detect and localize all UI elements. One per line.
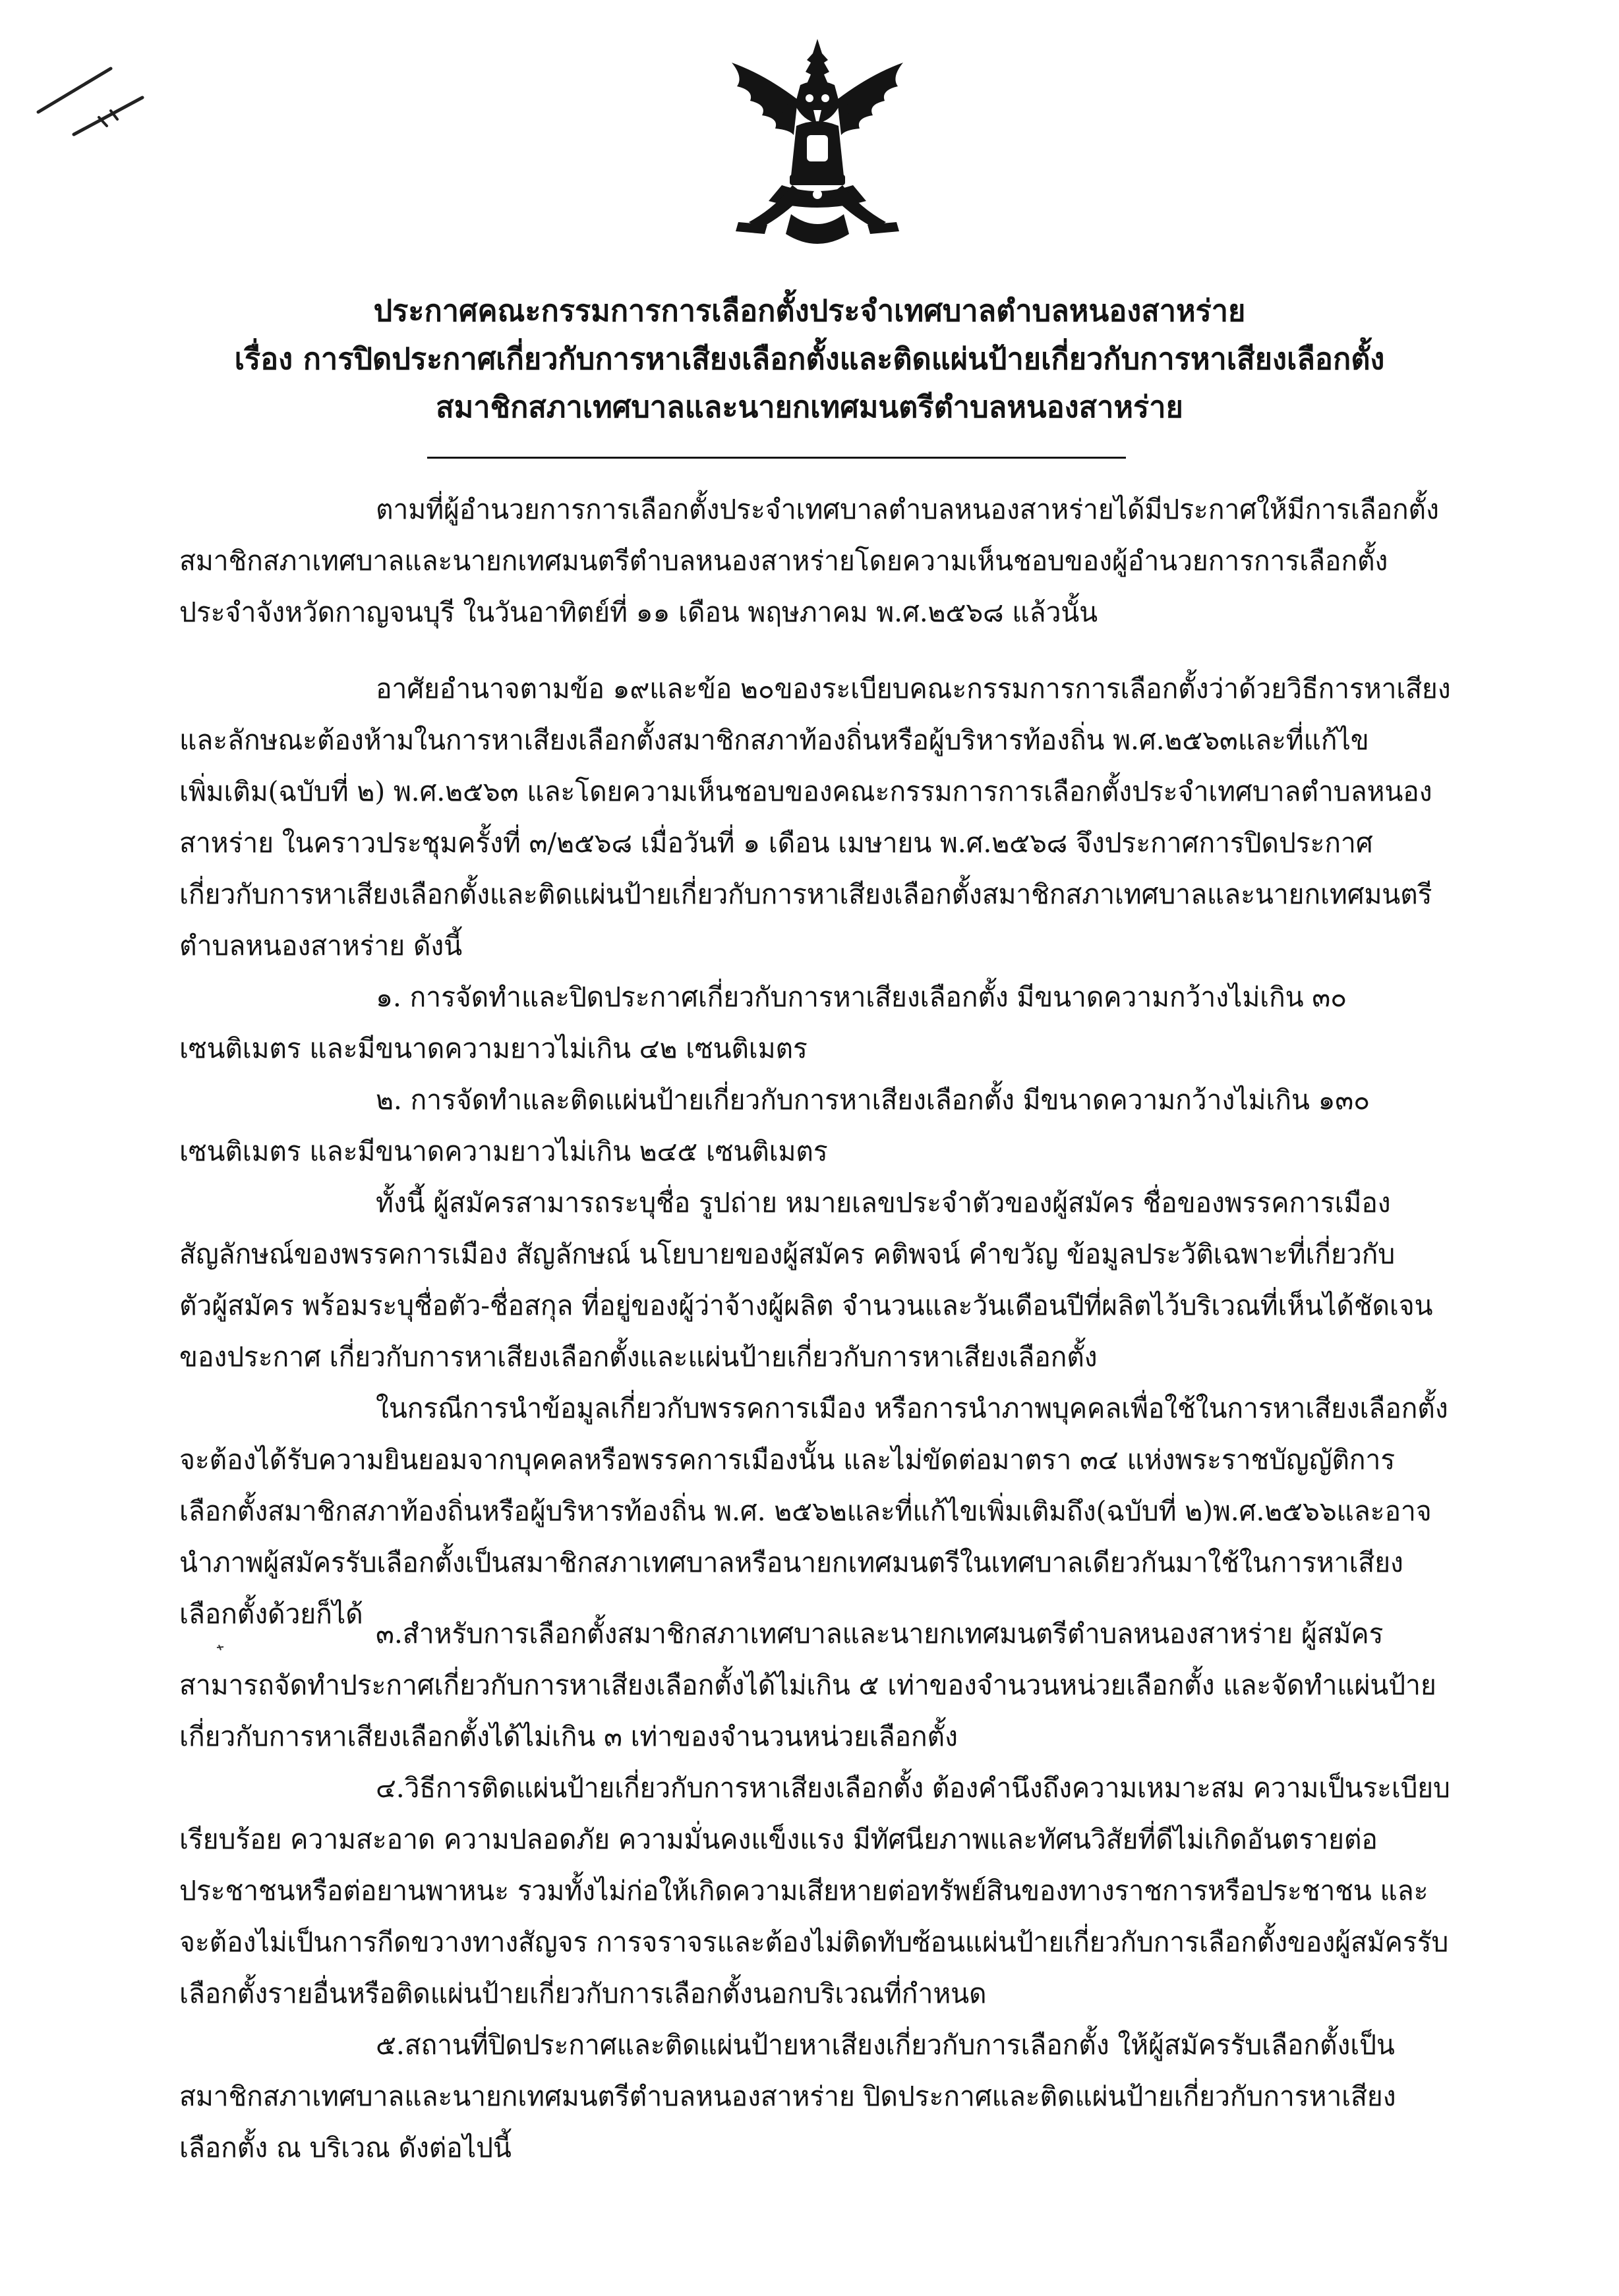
paragraph-line: สมาชิกสภาเทศบาลและนายกเทศมนตรีตำบลหนองสาหร่ายโดยความเห็นชอบของผู้อำนวยการการเลือกตั้ง xyxy=(179,545,1388,577)
paragraph-line: เลือกตั้งด้วยก็ได้ xyxy=(179,1598,363,1630)
announcement-subject-continued: สมาชิกสภาเทศบาลและนายกเทศมนตรีตำบลหนองสาหร่าย xyxy=(436,389,1183,424)
paragraph-line: จะต้องได้รับความยินยอมจากบุคคลหรือพรรคการเมืองนั้น และไม่ขัดต่อมาตรา ๓๔ แห่งพระราชบัญญัติการ xyxy=(179,1444,1396,1476)
clause-1-line: เซนติเมตร และมีขนาดความยาวไม่เกิน ๔๒ เซนติเมตร xyxy=(179,1033,808,1064)
clause-3-line: เกี่ยวกับการหาเสียงเลือกตั้งได้ไม่เกิน ๓ เท่าของจำนวนหน่วยเลือกตั้ง xyxy=(179,1721,958,1752)
clause-5-line: ๕.สถานที่ปิดประกาศและติดแผ่นป้ายหาเสียงเกี่ยวกับการเลือกตั้ง ให้ผู้สมัครรับเลือกตั้งเป็น xyxy=(376,2029,1395,2061)
paragraph-line: เลือกตั้งสมาชิกสภาท้องถิ่นหรือผู้บริหารท้องถิ่น พ.ศ. ๒๕๖๒และที่แก้ไขเพิ่มเติมถึง(ฉบับที่ ๒)พ.ศ.๒๕๖๖และอาจ xyxy=(179,1495,1432,1527)
paragraph-line: ในกรณีการนำข้อมูลเกี่ยวกับพรรคการเมือง หรือการนำภาพบุคคลเพื่อใช้ในการหาเสียงเลือกตั้ง xyxy=(376,1392,1448,1424)
clause-1-line: ๑. การจัดทำและปิดประกาศเกี่ยวกับการหาเสียงเลือกตั้ง มีขนาดความกว้างไม่เกิน ๓๐ xyxy=(376,981,1347,1013)
paragraph-line: เพิ่มเติม(ฉบับที่ ๒) พ.ศ.๒๕๖๓ และโดยความเห็นชอบของคณะกรรมการการเลือกตั้งประจำเทศบาลตำบลหนอง xyxy=(179,776,1432,807)
clause-4-line: ประชาชนหรือต่อยานพาหนะ รวมทั้งไม่ก่อให้เกิดความเสียหายต่อทรัพย์สินของทางราชการหรือประชาชน และ xyxy=(179,1875,1428,1907)
paragraph-line: ตามที่ผู้อำนวยการการเลือกตั้งประจำเทศบาลตำบลหนองสาหร่ายได้มีประกาศให้มีการเลือกตั้ง xyxy=(376,494,1439,525)
paragraph-line: ประจำจังหวัดกาญจนบุรี ในวันอาทิตย์ที่ ๑๑ เดือน พฤษภาคม พ.ศ.๒๕๖๘ แล้วนั้น xyxy=(179,596,1098,628)
garuda-emblem-icon xyxy=(719,36,916,257)
paragraph-line: สัญลักษณ์ของพรรคการเมือง สัญลักษณ์ นโยบายของผู้สมัคร คติพจน์ คำขวัญ ข้อมูลประวัติเฉพาะที่เกี่ยวกับ xyxy=(179,1238,1396,1270)
paragraph-line: ของประกาศ เกี่ยวกับการหาเสียงเลือกตั้งและแผ่นป้ายเกี่ยวกับการหาเสียงเลือกตั้ง xyxy=(179,1341,1098,1373)
paragraph-line: ตัวผู้สมัคร พร้อมระบุชื่อตัว-ชื่อสกุล ที่อยู่ของผู้ว่าจ้างผู้ผลิต จำนวนและวันเดือนปีที่ผลิตไว้บริเวณที่เห็นได้ชัดเจน xyxy=(179,1290,1433,1321)
paragraph-line: เกี่ยวกับการหาเสียงเลือกตั้งและติดแผ่นป้ายเกี่ยวกับการหาเสียงเลือกตั้งสมาชิกสภาเทศบาลและนายกเทศมนตรี xyxy=(179,878,1432,910)
clause-4-line: จะต้องไม่เป็นการกีดขวางทางสัญจร การจราจรและต้องไม่ติดทับซ้อนแผ่นป้ายเกี่ยวกับการเลือกตั้งของผู้สมัครรับ xyxy=(179,1926,1449,1958)
paragraph-line: ตำบลหนองสาหร่าย ดังนี้ xyxy=(179,930,462,961)
paragraph-line: อาศัยอำนาจตามข้อ ๑๙และข้อ ๒๐ของระเบียบคณะกรรมการการเลือกตั้งว่าด้วยวิธีการหาเสียง xyxy=(376,673,1451,704)
clause-5-line: เลือกตั้ง ณ บริเวณ ดังต่อไปนี้ xyxy=(179,2132,512,2164)
clause-4-line: ๔.วิธีการติดแผ่นป้ายเกี่ยวกับการหาเสียงเลือกตั้ง ต้องคำนึงถึงความเหมาะสม ความเป็นระเบียบ xyxy=(376,1772,1450,1804)
paragraph-line: สาหร่าย ในคราวประชุมครั้งที่ ๓/๒๕๖๘ เมื่อวันที่ ๑ เดือน เมษายน พ.ศ.๒๕๖๘ จึงประกาศการปิดประกาศ xyxy=(179,827,1373,859)
clause-5-line: สมาชิกสภาเทศบาลและนายกเทศมนตรีตำบลหนองสาหร่าย ปิดประกาศและติดแผ่นป้ายเกี่ยวกับการหาเสียง xyxy=(179,2081,1396,2112)
title-divider xyxy=(427,457,1126,459)
announcement-subject: เรื่อง การปิดประกาศเกี่ยวกับการหาเสียงเลือกตั้งและติดแผ่นป้ายเกี่ยวกับการหาเสียงเลือกตั้ง xyxy=(234,341,1385,376)
paragraph-line: นำภาพผู้สมัครรับเลือกตั้งเป็นสมาชิกสภาเทศบาลหรือนายกเทศมนตรีในเทศบาลเดียวกันมาใช้ในการหาเสียง xyxy=(179,1547,1403,1578)
clause-2-line: เซนติเมตร และมีขนาดความยาวไม่เกิน ๒๔๕ เซนติเมตร xyxy=(179,1135,828,1167)
paragraph-line: ทั้งนี้ ผู้สมัครสามารถระบุชื่อ รูปถ่าย หมายเลขประจำตัวของผู้สมัคร ชื่อของพรรคการเมือง xyxy=(376,1187,1391,1219)
clause-4-line: เลือกตั้งรายอื่นหรือติดแผ่นป้ายเกี่ยวกับการเลือกตั้งนอกบริเวณที่กำหนด xyxy=(179,1978,987,2009)
clause-3-line: สามารถจัดทำประกาศเกี่ยวกับการหาเสียงเลือกตั้งได้ไม่เกิน ๕ เท่าของจำนวนหน่วยเลือกตั้ง และจัดทำแผ่นป้าย xyxy=(179,1669,1436,1701)
announcement-title: ประกาศคณะกรรมการการเลือกตั้งประจำเทศบาลตำบลหนองสาหร่าย xyxy=(373,293,1246,328)
scan-speck xyxy=(216,1641,224,1648)
clause-3-line: ๓.สำหรับการเลือกตั้งสมาชิกสภาเทศบาลและนายกเทศมนตรีตำบลหนองสาหร่าย ผู้สมัคร xyxy=(376,1618,1384,1650)
clause-2-line: ๒. การจัดทำและติดแผ่นป้ายเกี่ยวกับการหาเสียงเลือกตั้ง มีขนาดความกว้างไม่เกิน ๑๓๐ xyxy=(376,1084,1370,1116)
paragraph-line: และลักษณะต้องห้ามในการหาเสียงเลือกตั้งสมาชิกสภาท้องถิ่นหรือผู้บริหารท้องถิ่น พ.ศ.๒๕๖๓และที่แก้ไข xyxy=(179,724,1369,756)
pen-mark-icon xyxy=(33,61,145,140)
clause-4-line: เรียบร้อย ความสะอาด ความปลอดภัย ความมั่นคงแข็งแรง มีทัศนียภาพและทัศนวิสัยที่ดีไม่เกิดอันตรายต่อ xyxy=(179,1823,1378,1855)
